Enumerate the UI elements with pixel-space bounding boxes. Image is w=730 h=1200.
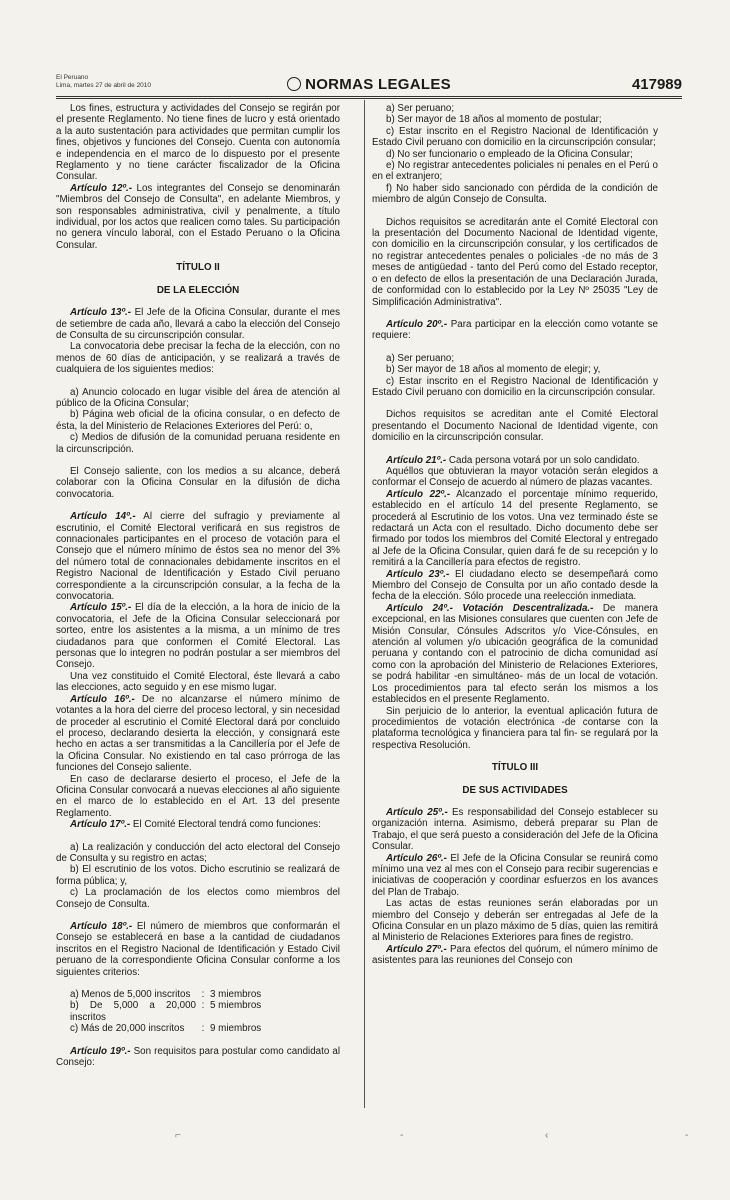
article-paragraph xyxy=(372,489,658,569)
coat-of-arms-icon xyxy=(287,77,301,91)
article-paragraph xyxy=(56,921,340,978)
article-paragraph xyxy=(372,319,658,342)
header-title-text: NORMAS LEGALES xyxy=(305,76,451,93)
paragraph: c) Estar inscrito en el Registro Nacional de Identificación y Estado Civil peruano con domicilio en la circunscripción consular. xyxy=(372,375,658,398)
article-text: El número de miembros que conformarán el Consejo se establecerá en base a la cantidad de ciudadanos inscritos en el Registro Nacional de Identificación y Estado Civil peruano de la correspondiente Oficina Consular conforme a los siguientes criterios: xyxy=(56,921,340,978)
paragraph: f) No haber sido sancionado con pérdida de la condición de miembro de algún Consejo de Consulta. xyxy=(372,182,658,206)
article-label: Artículo 25º.- xyxy=(386,806,448,818)
article-paragraph xyxy=(56,819,340,830)
paragraph-gap xyxy=(56,376,340,387)
article-paragraph xyxy=(56,307,340,341)
article-text: El día de la elección, a la hora de inicio de la convocatoria, el Jefe de la Oficina Consular seleccionará por sorteo, entre los asistentes a la misma, a un mínimo de tres ciudadanos para que conformen el Comité Electoral. Las personas que lo integren no podrán postular a ser miembros del Consejo. xyxy=(56,602,340,671)
article-text: El Jefe de la Oficina Consular se reunirá como mínimo una vez al mes con el Consejo para recibir sugerencias e iniciativas de cooperación y coordinar esfuerzos en los avances del Plan de Trabajo. xyxy=(372,852,658,898)
article-label: Artículo 19º.- xyxy=(70,1045,131,1057)
paragraph-gap xyxy=(372,206,658,217)
article-paragraph xyxy=(56,602,340,670)
page-number: 417989 xyxy=(631,76,682,93)
section-title: DE SUS ACTIVIDADES xyxy=(462,784,568,796)
paragraph-gap xyxy=(56,1035,340,1046)
header-rule xyxy=(56,96,682,97)
table-cell: b) De 5,000 a 20,000 inscritos xyxy=(70,1000,196,1023)
paragraph-gap xyxy=(56,274,340,285)
paragraph: Dichos requisitos se acreditarán ante el Comité Electoral con la presentación del Documento Nacional de Identidad vigente, con domicilio en la circunscripción consular, y los certificados de no registrar antecedentes penales o policiales -de no más de 3 meses de antigüedad - tanto del Perú como del Estado receptor, o en defecto de ellos la presentación de una Declaración Jurada, de conformidad con lo establecido por la Ley Nº 25035 "Ley de Simplificación Administrativa". xyxy=(372,216,658,308)
article-label: Artículo 15º.- xyxy=(70,602,132,614)
article-label: Artículo 17º.- xyxy=(70,819,131,831)
paragraph-gap xyxy=(372,308,658,319)
article-text: Los integrantes del Consejo se denominarán "Miembros del Consejo de Consulta", en adelante Miembros, y son responsables administrativa, civil y penalmente, a título individual, por los actos que realicen como tales. Su participación no genera vínculo laboral, con el Estado Peruano o la Oficina Consular. xyxy=(56,182,340,251)
header-source: El Peruano xyxy=(56,74,89,81)
left-column xyxy=(56,103,340,1068)
header-rule-double xyxy=(56,98,682,99)
table-cell: c) Más de 20,000 inscritos xyxy=(70,1023,185,1035)
article-text: Al cierre del sufragio y previamente al escrutinio, el Comité Electoral verificará en sus registros de connacionales participantes en el proceso de votación para el Consejo que el número mínimo de éstos sea no menor del 3% del número total de connacionales debidamente inscritos en el Registro Nacional de Identificación y Estado Civil peruano correspondiente a la circunscripción consular, a la fecha de la convocatoria. xyxy=(56,511,340,603)
paragraph: b) Página web oficial de la oficina consular, o en defecto de ésta, la del Ministerio de Relaciones Exteriores del Perú: o, xyxy=(56,409,340,432)
article-text: De no alcanzarse el número mínimo de votantes a la hora del cierre del proceso lectoral, y sin necesidad de proceder al escrutinio el Comité Electoral dará por concluido el proceso, declarando desierta la elección, y consignará este hecho en actas a ser transmitidas a la Cancillería por el Jefe de la Oficina Consular. No existiendo en tal caso prórroga de las funciones del Consejo saliente. xyxy=(56,693,340,774)
paragraph: d) No ser funcionario o empleado de la Oficina Consular; xyxy=(386,148,633,160)
article-paragraph xyxy=(372,853,658,899)
column-divider xyxy=(364,100,365,1108)
header-title xyxy=(56,76,682,93)
article-label: Artículo 16º.- xyxy=(70,693,135,705)
paragraph-gap xyxy=(56,251,340,262)
section-title: TÍTULO III xyxy=(491,762,539,774)
paragraph: b) Ser mayor de 18 años al momento de postular; xyxy=(386,114,602,126)
section-title: DE LA ELECCIÓN xyxy=(156,284,240,296)
table-cell: : xyxy=(201,1023,205,1035)
paragraph: Las actas de estas reuniones serán elaboradas por un miembro del Consejo y deberán ser entregadas al Jefe de la Oficina Consular en un plazo máximo de 5 días, quien las remitirá al Ministerio de Relaciones Exteriores para fines de registro. xyxy=(372,898,658,944)
paragraph-gap xyxy=(56,978,340,989)
paragraph: En caso de declararse desierto el proceso, el Jefe de la Oficina Consular convocará a nuevas elecciones al año siguiente en el marco de lo establecido en el Art. 13 del presente Reglamento. xyxy=(56,773,340,819)
article-label: Artículo 22º.- xyxy=(386,488,451,500)
paragraph: El Consejo saliente, con los medios a su alcance, deberá colaborar con la Oficina Consular en la difusión de dicha convocatoria. xyxy=(56,465,340,500)
article-paragraph xyxy=(372,944,658,967)
paragraph-gap xyxy=(372,444,658,455)
paragraph: c) Estar inscrito en el Registro Nacional de Identificación y Estado Civil peruano con domicilio en la circunscripción consular; xyxy=(372,125,658,149)
table-cell: a) Menos de 5,000 inscritos xyxy=(70,989,191,1001)
article-label: Artículo 26º.- xyxy=(386,852,447,864)
article-paragraph xyxy=(56,1046,340,1069)
article-label: Artículo 27º.- xyxy=(386,943,447,955)
paragraph: b) El escrutinio de los votos. Dicho escrutinio se realizará de forma pública; y, xyxy=(56,864,340,887)
paragraph: a) La realización y conducción del acto electoral del Consejo de Consulta y su registro en actas; xyxy=(56,841,340,864)
scan-mark: - xyxy=(400,1130,404,1141)
section-title: TÍTULO II xyxy=(176,262,220,274)
paragraph: a) Anuncio colocado en lugar visible del área de atención al público de la Oficina Consular; xyxy=(56,386,340,409)
paragraph: Sin perjuicio de lo anterior, la eventual aplicación futura de procedimientos de votación electrónica -de contarse con la plataforma tecnológica y financiera para tal fin- se regulará por la respectiva Resolución. xyxy=(372,705,658,751)
header-date: Lima, martes 27 de abril de 2010 xyxy=(56,82,152,89)
paragraph-gap xyxy=(56,831,340,842)
article-text: Para efectos del quórum, el número mínimo de asistentes para las reuniones del Consejo con xyxy=(372,943,658,967)
paragraph-gap xyxy=(56,910,340,921)
article-label: Artículo 13º.- xyxy=(70,307,132,319)
article-paragraph xyxy=(372,807,658,853)
article-text: Para participar en la elección como votante se requiere: xyxy=(372,318,658,342)
article-text: El Jefe de la Oficina Consular, durante el mes de setiembre de cada año, llevará a cabo la elección del Consejo de Consulta de su circunscripción consular. xyxy=(56,307,340,341)
page-header xyxy=(56,74,682,96)
paragraph: Los fines, estructura y actividades del Consejo se regirán por el presente Reglamento. No tiene fines de lucro y está orientado a la auto sustentación para actividades que permitan cumplir los fines, objetivos y funciones del Consejo. Cuenta con autonomía e independencia en el marco de lo dispuesto por el presente Reglamento y no tiene carácter fiscalizador de la Oficina Consular. xyxy=(56,103,340,183)
article-paragraph xyxy=(372,603,658,706)
paragraph-gap xyxy=(56,296,340,307)
article-text: Es responsabilidad del Consejo establecer su organización interna. Asimismo, deberá preparar su Plan de Trabajo, el que será puesto a consideración del Jefe de la Oficina Consular. xyxy=(372,806,658,853)
article-text: El ciudadano electo se desempeñará como Miembro del Consejo de Consulta por un año contado desde la fecha de la elección. Sólo procede una reelección inmediata. xyxy=(372,568,658,603)
scan-mark: ⌐ xyxy=(175,1130,181,1141)
paragraph-gap xyxy=(372,774,658,785)
paragraph-gap xyxy=(372,751,658,762)
paragraph-gap xyxy=(372,398,658,409)
table-row xyxy=(70,1023,340,1034)
paragraph: La convocatoria debe precisar la fecha de la elección, con no menos de 60 días de anticipación, y se realizará a través de cualquiera de los siguientes medios: xyxy=(56,341,340,376)
table-cell: 3 miembros xyxy=(210,989,262,1001)
article-label: Artículo 14º.- xyxy=(70,511,136,523)
article-paragraph xyxy=(372,455,658,466)
paragraph-gap xyxy=(56,500,340,511)
paragraph: a) Ser peruano; xyxy=(386,103,455,114)
article-text: Alcanzado el porcentaje mínimo requerido, establecido en el artículo 14 del presente Reglamento, se procederá al Escrutinio de los votos. Una vez terminado éste se redactará un Acta con el resultado. Dicho documento debe ser firmado por todos los miembros del Comité Electoral y entregado al Jefe de la Oficina Consular, quien dará fe de su recepción y lo remitirá a la Cancillería para efectos de registro. xyxy=(372,488,658,569)
article-text: El Comité Electoral tendrá como funciones: xyxy=(130,819,321,831)
article-label: Artículo 24º.- Votación Descentralizada.- xyxy=(386,602,594,614)
paragraph-gap xyxy=(372,796,658,807)
scan-mark: ‹ xyxy=(545,1130,549,1141)
table-cell: 9 miembros xyxy=(210,1023,262,1035)
article-text: Cada persona votará por un solo candidato. xyxy=(446,454,640,466)
right-column xyxy=(372,103,658,967)
paragraph: Dichos requisitos se acreditan ante el Comité Electoral presentando el Documento Nacional de Identidad vigente, con domicilio en la circunscripción consular. xyxy=(372,409,658,444)
paragraph: c) Medios de difusión de la comunidad peruana residente en la circunscripción. xyxy=(56,432,340,455)
article-label: Artículo 18º.- xyxy=(70,921,133,932)
article-label: Artículo 20º.- xyxy=(386,318,448,330)
article-text: De manera excepcional, en las Misiones consulares que cuenten con Jefe de Misión Consular, Cónsules Adscritos y/o Vice-Cónsules, en atención al volumen y/o ubicación geográfica de la comunidad peruana y contando con el patrocinio de dicha comunidad así como con la aprobación del Ministerio de Relaciones Exteriores, se podrá habilitar -en simultáneo- más de un local de votación. Los procedimientos para tal efecto serán los mismos a los establecidos en el presente Reglamento. xyxy=(372,602,658,706)
article-text: Son requisitos para postular como candidato al Consejo: xyxy=(56,1045,340,1069)
table-row xyxy=(70,1000,340,1023)
article-label: Artículo 23º.- xyxy=(386,568,450,580)
table-row xyxy=(70,989,340,1000)
paragraph: Una vez constituido el Comité Electoral, éste llevará a cabo las elecciones, acto seguido y en ese mismo lugar. xyxy=(56,670,340,694)
table-cell: 5 miembros xyxy=(210,1000,262,1012)
article-paragraph xyxy=(56,183,340,251)
paragraph-gap xyxy=(372,342,658,353)
paragraph: c) La proclamación de los electos como miembros del Consejo de Consulta. xyxy=(56,887,340,910)
article-label: Artículo 12º.- xyxy=(70,182,132,194)
paragraph: b) Ser mayor de 18 años al momento de elegir; y, xyxy=(386,364,601,376)
paragraph: Aquéllos que obtuvieran la mayor votación serán elegidos a conformar el Consejo de acuerdo al número de plazas vacantes. xyxy=(372,465,658,489)
paragraph: a) Ser peruano; xyxy=(386,352,455,364)
paragraph-gap xyxy=(56,455,340,466)
paragraph: e) No registrar antecedentes policiales ni penales en el Perú o en el extranjero; xyxy=(372,160,658,183)
scan-mark: - xyxy=(685,1130,689,1141)
article-label: Artículo 21º.- xyxy=(386,454,447,466)
table-cell: : xyxy=(201,1000,205,1012)
members-table xyxy=(70,989,340,1035)
article-paragraph xyxy=(56,511,340,602)
article-paragraph xyxy=(372,569,658,603)
article-paragraph xyxy=(56,694,340,774)
table-cell: : xyxy=(201,989,205,1001)
